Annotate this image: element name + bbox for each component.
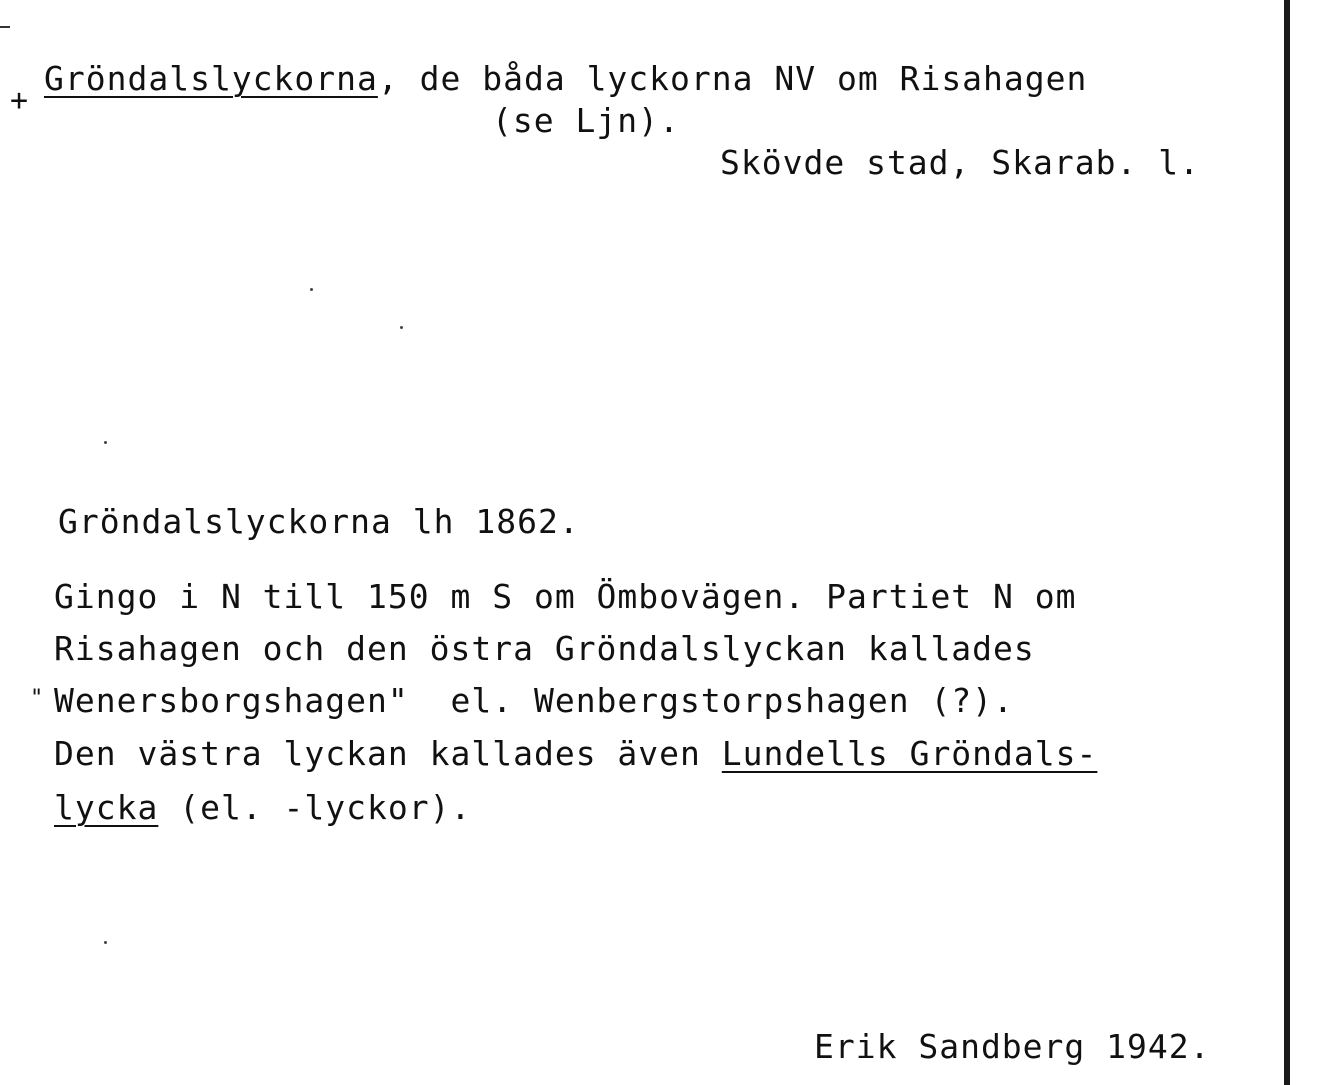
header-line-2: (se Ljn). xyxy=(492,101,680,140)
quote-mark: " xyxy=(30,686,44,711)
paragraph-line-2: Risahagen och den östra Gröndalslyckan kallades xyxy=(54,629,1035,668)
scan-speck xyxy=(104,941,107,944)
paragraph-line-3: Wenersborgshagen" el. Wenbergstorpshagen (?). xyxy=(54,681,1014,720)
paragraph-line-1: Gingo i N till 150 m S om Ömbovägen. Partiet N om xyxy=(54,577,1077,616)
corner-tick xyxy=(0,26,10,28)
source-line: Gröndalslyckorna lh 1862. xyxy=(58,502,580,541)
scan-speck xyxy=(400,326,403,329)
plus-mark: + xyxy=(10,83,29,118)
underlined-name-continued: lycka xyxy=(54,788,159,827)
underlined-name: Lundells Gröndals- xyxy=(721,734,1098,773)
paragraph-line-4-text: Den västra lyckan kallades även xyxy=(54,734,722,773)
scan-speck xyxy=(104,441,107,444)
right-edge-line xyxy=(1284,0,1290,1085)
signature: Erik Sandberg 1942. xyxy=(814,1027,1211,1066)
headword: Gröndalslyckorna xyxy=(44,59,378,98)
paragraph-line-5-text: (el. -lyckor). xyxy=(158,788,472,827)
header-description: , de båda lyckorna NV om Risahagen xyxy=(377,59,1088,98)
header-line-1 xyxy=(44,59,1088,98)
paragraph-line-4 xyxy=(54,734,1098,773)
paragraph-line-5 xyxy=(54,788,472,827)
scan-speck xyxy=(310,288,313,291)
location-line: Skövde stad, Skarab. l. xyxy=(720,143,1200,182)
